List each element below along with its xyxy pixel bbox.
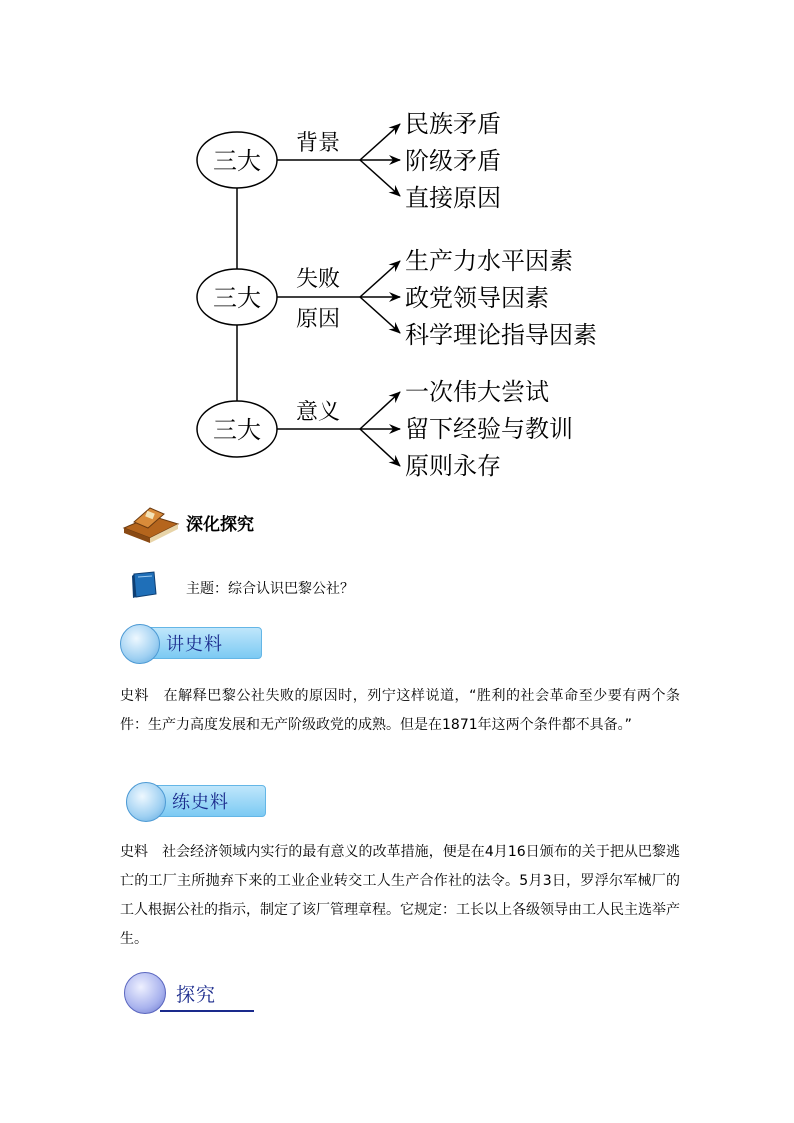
item-label: 科学理论指导因素 <box>405 321 597 349</box>
category-label: 失败 <box>295 267 341 292</box>
clock-icon <box>126 782 166 822</box>
practice-sources-badge <box>126 782 266 822</box>
explore-label: 探究 <box>176 984 217 1006</box>
item-label: 阶级矛盾 <box>405 147 501 175</box>
source-paragraph-2: 史料 社会经济领域内实行的最有意义的改革措施，便是在4月16日颁布的关于把从巴黎逃亡的工厂主所抛弃下来的工业企业转交工人生产合作社的法令。5月3日，罗浮尔军械厂的工人根据公社的指示，制定了该厂管理章程。它规定：工长以上各级领导由工人民主选举产生。 <box>120 844 680 947</box>
arrow <box>360 160 400 196</box>
category-label: 背景 <box>295 131 341 156</box>
node-label: 三大 <box>213 416 261 444</box>
diagram-node-failure <box>197 247 597 349</box>
clock-icon <box>120 624 160 664</box>
arrow <box>360 261 400 297</box>
section-title: 深化探究 <box>186 515 254 535</box>
book-icon <box>128 570 162 600</box>
item-label: 直接原因 <box>405 184 501 212</box>
arrow <box>360 392 400 429</box>
item-label: 政党领导因素 <box>405 284 549 312</box>
item-label: 民族矛盾 <box>405 110 501 138</box>
item-label: 生产力水平因素 <box>405 247 573 275</box>
concept-diagram <box>0 0 794 490</box>
node-label: 三大 <box>213 284 261 312</box>
category-label: 意义 <box>295 400 341 425</box>
arrow <box>360 297 400 333</box>
explore-heading <box>122 972 254 1014</box>
category-label-line2: 原因 <box>295 307 341 332</box>
arrow <box>360 429 400 466</box>
item-label: 留下经验与教训 <box>405 415 573 443</box>
section-heading <box>120 500 420 544</box>
diagram-node-significance <box>197 378 573 480</box>
badge-label: 讲史料 <box>166 634 223 655</box>
topic-line <box>128 570 528 606</box>
node-label: 三大 <box>213 147 261 175</box>
lecture-sources-badge <box>120 624 262 664</box>
explore-underline <box>160 1010 254 1012</box>
document-icon <box>124 972 166 1014</box>
arrow <box>360 124 400 160</box>
book-stack-icon <box>120 500 180 544</box>
item-label: 原则永存 <box>405 452 501 480</box>
item-label: 一次伟大尝试 <box>405 378 549 406</box>
badge-label: 练史料 <box>172 792 229 813</box>
diagram-node-background <box>197 110 501 212</box>
source-paragraph-1: 史料 在解释巴黎公社失败的原因时，列宁这样说道，“胜利的社会革命至少要有两个条件：生产力高度发展和无产阶级政党的成熟。但是在1871年这两个条件都不具备。” <box>120 688 680 733</box>
topic-text: 主题：综合认识巴黎公社？ <box>186 581 354 597</box>
